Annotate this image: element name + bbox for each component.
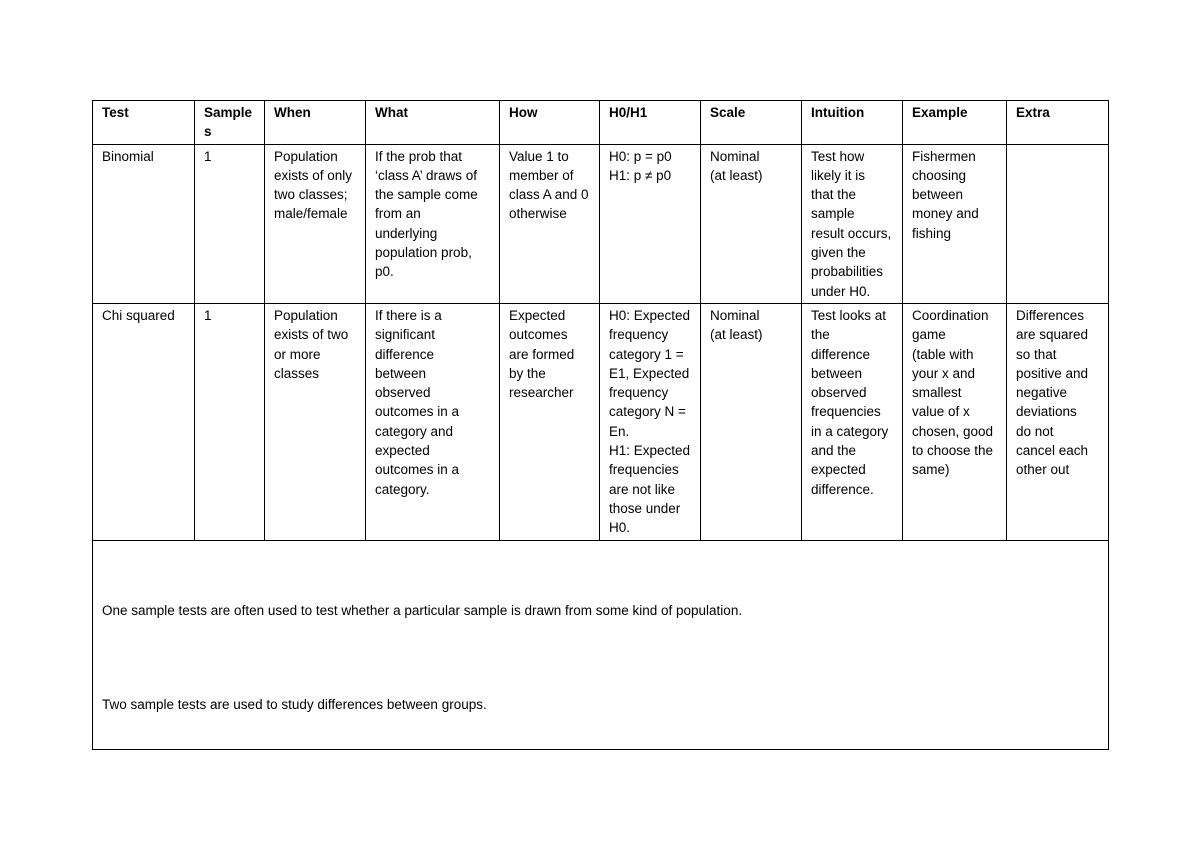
cell-text: Nominal (at least) [710, 148, 763, 183]
header-label: Scale [710, 105, 746, 120]
header-label: What [375, 105, 408, 120]
table-cell [1007, 303, 1109, 540]
cell-text: If there is a significant difference between observed outcomes in a category and expected outcomes in a category. [375, 307, 460, 497]
header-label: Intuition [811, 105, 865, 120]
cell-text: Chi squared [102, 307, 175, 323]
table-cell [366, 303, 500, 540]
table-cell [265, 303, 366, 540]
table-notes-row [93, 540, 1109, 749]
header-label: How [509, 105, 538, 120]
table-cell [802, 303, 903, 540]
cell-text: Value 1 to member of class A and 0 otherwise [509, 148, 589, 222]
cell-text: Differences are squared so that positive and negative deviations do not cancel each other out [1016, 307, 1089, 478]
cell-text: Population exists of only two classes; male/female [274, 148, 353, 222]
table-cell [93, 144, 195, 303]
header-when [265, 101, 366, 145]
table-cell [500, 144, 600, 303]
header-label: Extra [1016, 105, 1050, 120]
header-extra [1007, 101, 1109, 145]
header-h0-h1 [600, 101, 701, 145]
header-label: Sample s [204, 105, 253, 140]
cell-text: H0: Expected frequency category 1 = E1, Expected frequency category N = En. H1: Expected frequencies are not like those under H0. [609, 307, 691, 536]
table-cell [265, 144, 366, 303]
cell-text: Population exists of two or more classes [274, 307, 349, 381]
header-how [500, 101, 600, 145]
cell-text: H0: p = p0 H1: p ≠ p0 [609, 148, 672, 183]
table-cell [903, 303, 1007, 540]
cell-text: Nominal (at least) [710, 307, 763, 343]
table-cell [600, 144, 701, 303]
header-label: When [274, 105, 311, 120]
table-cell [903, 144, 1007, 303]
notes-cell [93, 540, 1109, 749]
cell-text: Test how likely it is that the sample result occurs, given the probabilities under H0. [811, 148, 892, 299]
cell-text: Expected outcomes are formed by the researcher [509, 307, 575, 401]
table-cell [802, 144, 903, 303]
cell-text: 1 [204, 148, 212, 164]
header-intuition [802, 101, 903, 145]
table-cell [500, 303, 600, 540]
table-cell [195, 303, 265, 540]
header-scale [701, 101, 802, 145]
cell-text: Binomial [102, 148, 154, 164]
table-cell [195, 144, 265, 303]
table-row-binomial [93, 144, 1109, 303]
header-example [903, 101, 1007, 145]
cell-text: Coordination game (table with your x and smallest value of x chosen, good to choose the same) [912, 307, 994, 478]
header-label: H0/H1 [609, 105, 648, 120]
header-label: Test [102, 105, 129, 120]
table-cell [93, 303, 195, 540]
header-samples [195, 101, 265, 145]
table-cell [1007, 144, 1109, 303]
header-what [366, 101, 500, 145]
table-cell [600, 303, 701, 540]
note-one-sample-tests: One sample tests are often used to test whether a particular sample is drawn from some kind of population. [102, 602, 743, 618]
statistics-tests-table [92, 100, 1109, 750]
table-cell [701, 303, 802, 540]
cell-text: Test looks at the difference between observed frequencies in a category and the expected difference. [811, 307, 889, 497]
note-two-sample-tests: Two sample tests are used to study differences between groups. [102, 696, 487, 712]
cell-text: If the prob that ‘class A’ draws of the sample come from an underlying population prob, p0. [375, 148, 478, 280]
header-label: Example [912, 105, 968, 120]
cell-text: 1 [204, 307, 212, 323]
table-cell [701, 144, 802, 303]
table-cell [366, 144, 500, 303]
header-test [93, 101, 195, 145]
table-header-row [93, 101, 1109, 145]
cell-text: Fishermen choosing between money and fishing [912, 148, 979, 241]
table-row-chi-squared [93, 303, 1109, 540]
